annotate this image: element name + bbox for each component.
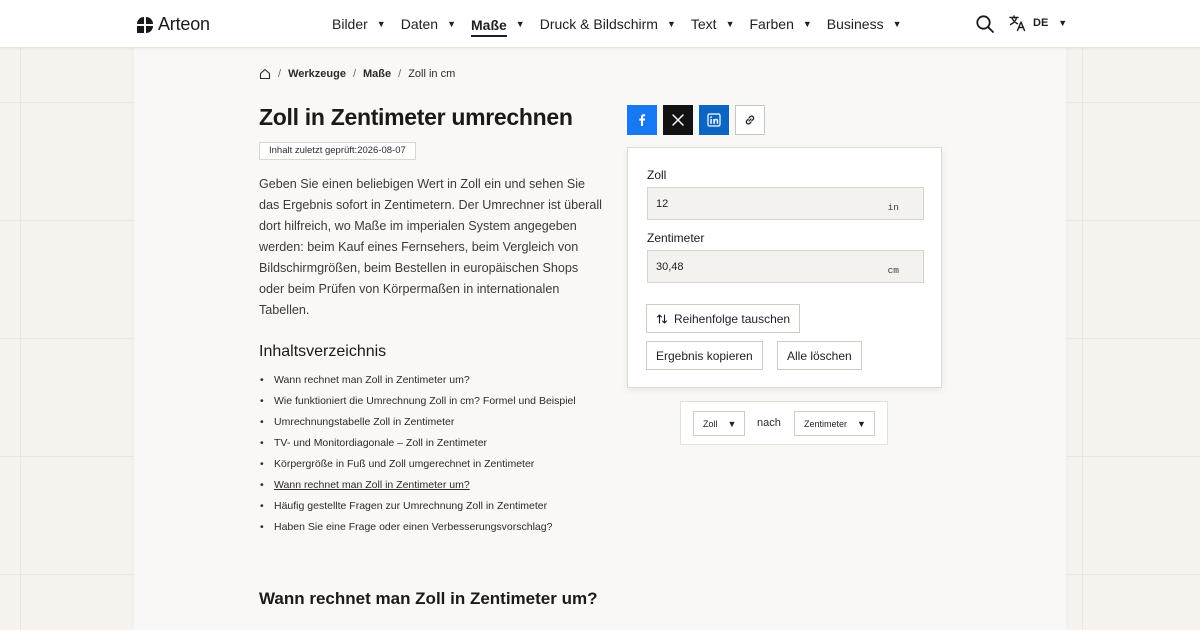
toc-item[interactable]: • Haben Sie eine Frage oder einen Verbesserungsvorschlag? [260,517,576,538]
breadcrumb-link-werkzeuge[interactable]: Werkzeuge [288,68,346,80]
facebook-icon [635,113,649,127]
share-facebook-button[interactable] [627,105,657,135]
home-icon[interactable] [259,68,271,80]
nav-label: Maße [471,11,507,37]
nav-item-farben[interactable] [750,0,812,48]
search-button[interactable] [975,14,995,34]
caret-down-icon: ▼ [727,418,737,429]
nav-label: Bilder [332,16,368,32]
inch-input[interactable] [648,188,868,219]
breadcrumb-current: Zoll in cm [408,68,456,80]
to-unit-select-value: Zentimeter [804,418,848,429]
caret-down-icon: ▼ [447,19,456,29]
centimeter-input[interactable] [648,251,868,282]
section-heading: Wann rechnet man Zoll in Zentimeter um? [259,589,598,608]
unit-selector [680,401,888,445]
page-title: Zoll in Zentimeter umrechnen [259,104,573,130]
logo-icon [137,17,153,33]
link-icon [743,113,757,127]
connector-text: nach [757,417,781,429]
language-code: DE [1033,17,1049,29]
caret-down-icon: ▼ [666,19,676,29]
clear-all-button[interactable] [777,341,862,370]
from-unit-label: Zoll [647,168,667,182]
language-switcher[interactable] [1009,14,1067,32]
swap-order-button[interactable] [646,304,800,333]
share-x-button[interactable] [663,105,693,135]
copy-result-button[interactable] [646,341,763,370]
converter-card [627,147,942,388]
x-icon [671,113,685,127]
toc-item[interactable]: • Umrechnungstabelle Zoll in Zentimeter [260,412,576,433]
breadcrumb-separator: / [398,68,402,80]
from-unit-suffix: in [887,202,899,213]
search-icon [975,14,995,34]
clear-button-label: Alle löschen [787,348,852,363]
caret-down-icon: ▼ [857,418,866,429]
table-of-contents [260,370,576,538]
nav-item-druck-bildschirm[interactable] [540,0,676,48]
from-unit-select[interactable] [693,411,745,436]
nav-item-business[interactable] [827,0,902,48]
caret-down-icon: ▼ [376,19,386,29]
toc-item[interactable]: • Wie funktioniert die Umrechnung Zoll in cm? Formel und Beispiel [260,391,576,412]
to-unit-select[interactable] [794,411,875,436]
toc-item[interactable]: • Häufig gestellte Fragen zur Umrechnung Zoll in Zentimeter [260,496,576,517]
nav-item-bilder[interactable] [332,0,386,48]
swap-button-label: Reihenfolge tauschen [674,311,791,326]
caret-down-icon: ▼ [725,19,735,29]
share-linkedin-button[interactable] [699,105,729,135]
breadcrumb-separator: / [278,68,282,80]
nav-label: Farben [749,16,794,32]
nav-item-daten[interactable] [401,0,456,48]
top-navigation-bar [0,0,1200,48]
from-unit-select-value: Zoll [703,418,718,429]
toc-item[interactable]: • Wann rechnet man Zoll in Zentimeter um? [260,370,576,391]
share-buttons [627,105,765,135]
nav-item-masse[interactable] [471,0,525,48]
breadcrumb [259,68,455,80]
nav-item-text[interactable] [691,0,735,48]
nav-label: Text [690,16,717,32]
main-nav [332,0,917,48]
brand-logo[interactable] [137,14,210,35]
brand-name: Arteon [158,14,210,34]
caret-down-icon: ▼ [515,19,525,29]
toc-item[interactable]: • Körpergröße in Fuß und Zoll umgerechnet in Zentimeter [260,454,576,475]
intro-paragraph: Geben Sie einen beliebigen Wert in Zoll ein und sehen Sie das Ergebnis sofort in Zentimetern. Der Umrechner ist überall dort hilfreich, wo Maße im imperialen System angegeben werden: beim Kauf eines Fernsehers, beim Vergleich von Bildschirmgrößen, beim Bestellen in europäischen Shops oder beim Prüfen von Körpermaßen in internationalen Tabellen. [259,177,602,317]
caret-down-icon: ▼ [892,19,902,29]
breadcrumb-link-masse[interactable]: Maße [363,68,392,80]
nav-label: Druck & Bildschirm [539,16,658,32]
reviewed-date-badge: Inhalt zuletzt geprüft:2026-08-07 [259,142,416,160]
breadcrumb-separator: / [352,68,356,80]
from-value-field[interactable] [647,187,924,220]
toc-item[interactable]: • Wann rechnet man Zoll in Zentimeter um? [260,475,576,496]
to-value-field[interactable] [647,250,924,283]
caret-down-icon: ▼ [1058,18,1068,28]
toc-item[interactable]: • TV- und Monitordiagonale – Zoll in Zentimeter [260,433,576,454]
to-unit-suffix: cm [887,265,899,276]
copy-button-label: Ergebnis kopieren [656,348,753,363]
nav-label: Business [826,16,884,32]
linkedin-icon [707,113,721,127]
caret-down-icon: ▼ [802,19,812,29]
toc-heading: Inhaltsverzeichnis [259,343,387,360]
to-unit-label: Zentimeter [647,231,705,245]
copy-link-button[interactable] [735,105,765,135]
translate-icon [1009,14,1027,32]
swap-icon [656,313,668,325]
nav-label: Daten [400,16,439,32]
